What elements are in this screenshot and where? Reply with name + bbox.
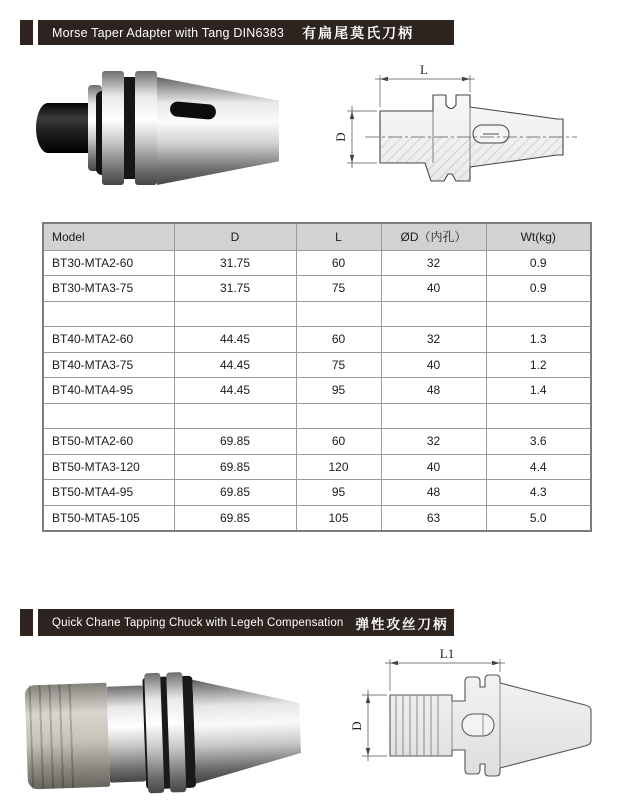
table-cell: BT50-MTA2-60 [43, 429, 174, 455]
table-cell: 44.45 [174, 327, 296, 353]
banner-bar [38, 609, 454, 636]
table-cell: 4.4 [486, 454, 591, 480]
photo-taper-cone [192, 676, 302, 784]
table-cell: 75 [296, 352, 381, 378]
spec-table [42, 222, 592, 532]
table-cell [43, 403, 174, 429]
table-row [43, 429, 591, 455]
table-cell: 60 [296, 327, 381, 353]
table-cell: 48 [381, 480, 486, 506]
dim-arrow [380, 77, 388, 81]
product-photo-tapping-chuck [20, 650, 293, 799]
banner-bar [38, 20, 454, 45]
section-title-en: Morse Taper Adapter with Tang DIN6383 [52, 25, 285, 40]
table-cell [43, 301, 174, 327]
table-header-cell: ØD（内孔） [381, 223, 486, 250]
banner-accent-square [20, 609, 33, 636]
table-cell [174, 403, 296, 429]
dim-arrow [390, 661, 398, 665]
table-cell [296, 403, 381, 429]
photo-flange-ring [135, 71, 157, 185]
section-banner-morse-taper [20, 20, 454, 45]
table-cell: 32 [381, 250, 486, 276]
drawing-part-outline [380, 95, 563, 181]
table-row [43, 327, 591, 353]
spec-table-header [43, 223, 591, 250]
dim-arrow [350, 111, 354, 119]
table-cell [381, 403, 486, 429]
table-cell [486, 403, 591, 429]
section-title-zh: 有扁尾莫氏刀柄 [302, 24, 415, 41]
table-cell: 44.45 [174, 352, 296, 378]
table-cell: 69.85 [174, 505, 296, 531]
section-banner-tapping-chuck [20, 609, 454, 636]
table-row [43, 352, 591, 378]
section-title-zh: 弹性攻丝刀柄 [355, 616, 449, 632]
photo-taper-cone [157, 77, 279, 185]
table-row [43, 403, 591, 429]
banner-accent-square [20, 20, 33, 45]
table-cell: 0.9 [486, 276, 591, 302]
table-row [43, 276, 591, 302]
dim-label-diameter: D [349, 721, 364, 731]
table-cell [174, 301, 296, 327]
table-cell: BT40-MTA4-95 [43, 378, 174, 404]
table-row [43, 454, 591, 480]
table-cell: 1.4 [486, 378, 591, 404]
table-cell: 63 [381, 505, 486, 531]
table-cell: 1.2 [486, 352, 591, 378]
table-header-cell: L [296, 223, 381, 250]
photo-vgroove [124, 77, 135, 179]
photo-body-rings [29, 684, 77, 789]
product-photo-morse-taper-adapter [30, 63, 280, 198]
table-cell: 95 [296, 378, 381, 404]
table-cell: 69.85 [174, 454, 296, 480]
table-cell: BT50-MTA3-120 [43, 454, 174, 480]
dim-label-length: L1 [439, 646, 455, 661]
spec-table-body [43, 250, 591, 531]
table-cell: BT40-MTA3-75 [43, 352, 174, 378]
dim-arrow [366, 695, 370, 703]
table-cell: 3.6 [486, 429, 591, 455]
table-cell: 75 [296, 276, 381, 302]
table-cell: 40 [381, 454, 486, 480]
table-cell: 69.85 [174, 429, 296, 455]
table-cell: BT30-MTA2-60 [43, 250, 174, 276]
table-cell: 120 [296, 454, 381, 480]
photo-chrome-collar [107, 685, 146, 782]
table-cell: 60 [296, 429, 381, 455]
table-cell: 32 [381, 429, 486, 455]
table-header-cell: Model [43, 223, 174, 250]
table-cell: BT40-MTA2-60 [43, 327, 174, 353]
table-cell: 32 [381, 327, 486, 353]
table-cell: 105 [296, 505, 381, 531]
table-cell [381, 301, 486, 327]
dim-arrow [366, 748, 370, 756]
table-cell: 5.0 [486, 505, 591, 531]
dim-arrow [492, 661, 500, 665]
section-title-en: Quick Chane Tapping Chuck with Legeh Compensation [52, 616, 344, 629]
table-header-cell: Wt(kg) [486, 223, 591, 250]
table-cell: 95 [296, 480, 381, 506]
table-cell: BT50-MTA5-105 [43, 505, 174, 531]
table-header-cell: D [174, 223, 296, 250]
table-cell: 40 [381, 276, 486, 302]
table-cell: 4.3 [486, 480, 591, 506]
dim-label-length: L [420, 62, 428, 77]
table-cell: 44.45 [174, 378, 296, 404]
table-row [43, 505, 591, 531]
table-cell: BT30-MTA3-75 [43, 276, 174, 302]
drawing-keyhole [462, 714, 494, 736]
table-cell: 48 [381, 378, 486, 404]
table-cell: 60 [296, 250, 381, 276]
table-cell: 31.75 [174, 276, 296, 302]
table-row [43, 378, 591, 404]
table-cell [486, 301, 591, 327]
table-cell: 1.3 [486, 327, 591, 353]
dim-arrow [350, 155, 354, 163]
table-cell: BT50-MTA4-95 [43, 480, 174, 506]
table-cell [296, 301, 381, 327]
table-cell: 69.85 [174, 480, 296, 506]
table-row [43, 480, 591, 506]
dim-arrow [462, 77, 470, 81]
table-row [43, 250, 591, 276]
photo-flange-ring [102, 71, 124, 185]
table-cell: 40 [381, 352, 486, 378]
photo-pullstud-end [36, 103, 90, 153]
dim-label-diameter: D [333, 132, 348, 142]
technical-drawing-tapping-chuck [335, 643, 620, 800]
table-row [43, 301, 591, 327]
table-cell: 31.75 [174, 250, 296, 276]
table-cell: 0.9 [486, 250, 591, 276]
technical-drawing-morse-taper [325, 55, 610, 205]
